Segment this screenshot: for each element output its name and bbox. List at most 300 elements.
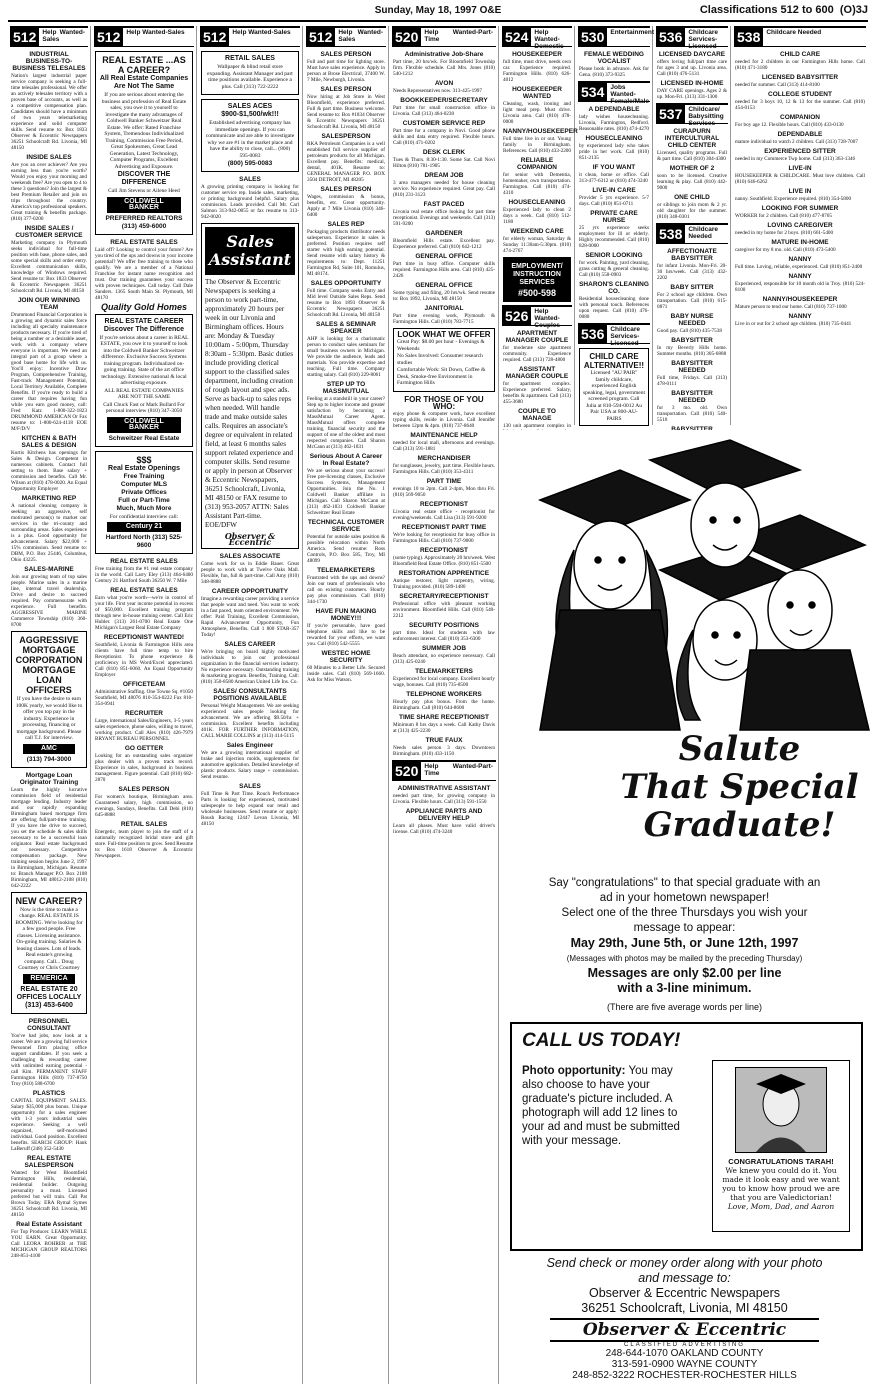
ad-body: Part time, 20 hrs/wk. For Bloomfield Township firm. Flexible schedule. Call Mrs. Jones (810) 540-1212: [393, 59, 495, 77]
ad-body: Looking for an outstanding sales organizer plus dealer with a proven track record. Experience in sales, background in business management. Figure potential. Call (810) 682-2870: [95, 753, 193, 783]
ad-body: A national cleaning company is seeking an aggressive, self motivated person(s) to market our services in the tri-county and surrounding areas. Sales experience is a plus. Good opportunity for advancement. Salary $22,000 + 15% commission. Send resume to: DBM, P.O. Box 25446, Columbus, Ohio 43225.: [11, 503, 87, 563]
ad-body: Feeling at a standstill in your career? Step up to higher income and greater satisfaction by becoming a MassMutual Career Agent. MassMutual offers complete training, financial security and the support of one of the oldest and most respected companies. Call Sharon McCann at (313) 462-1831: [307, 396, 385, 450]
section-number: 524: [502, 28, 531, 46]
section-label: Help Wanted-Couples: [534, 308, 561, 329]
page-header: [8, 4, 868, 22]
section-header: [656, 223, 728, 244]
ad-body: Personal Weight Management. We are seeking experienced sales people looking for advancement. We are offering $9.50/hr. + commission. Excellent benefits including 401K. FOR FURTHER INFORMATION, CALL MARIE COLLINS at (313) 414-5115: [201, 703, 299, 739]
oe-logo: Observer & Eccentric: [550, 1318, 819, 1342]
ad-body: Experienced lady to clean 2 days a week. Call (810) 512-1180: [503, 207, 571, 225]
ad-text: If you have the desire to earn 100K yearly, we would like to offer you top pay in the industry. Experience in processing, financing or mortgage background. Please call T.J. for interview.: [15, 696, 83, 741]
ad-headline: SALES PERSON: [320, 186, 372, 193]
ad-headline: SALES PERSON: [320, 51, 372, 58]
ad-body: Imagine a rewarding career providing a service that people want and need. You want to work in a fast paced, team oriented environment. We offer: Paid Training, Excellent Commission, Rapid Advancement Opportunity, Fun Atmosphere, Benefits. Call 1 800 STAR-357 Today!: [201, 596, 299, 638]
ad-body: full time, must drive, needs own car. Experience required. Farmington Hills. (810) 626-4012: [503, 59, 571, 83]
company-logo: COLDWELL BANKER: [107, 197, 181, 213]
ad-body: Minimum 8 hrs days a week. Call Kathy Davis at (313) 425-2230: [393, 721, 495, 734]
ad-body: Laid off? Looking to control your future? Are you tired of the ups and downs in your income potential? We offer free training to those who qualify. We are a member of a National Franchise for instant name recognition and trust. Our training guarantees your success with proven techniques. Call today. Call Dale Sanders. 1365 South Main St. Plymouth, MI 48170: [95, 246, 193, 301]
ad-body: We're looking for receptionist for busy office in Farmington Hills. Call (810) 737-9000: [393, 531, 495, 544]
ad-headline: DREAM JOB: [424, 172, 464, 179]
ad-body: Free training from the #1 real estate company in the world. Call Larry Eley (313) 464-6400 Century 21 Hartford South 36250 W. 7 Mile: [95, 566, 193, 584]
company-logo: Observer & Eccentric: [224, 531, 276, 547]
ad-headline: ASSISTANT MANAGER COUPLE: [505, 366, 569, 380]
ad-footer: (313) 794-3000: [26, 755, 72, 763]
ad-headline: SALES & SEMINAR SPEAKER: [316, 321, 376, 335]
section-label: Childcare/ Babysitting Services: [688, 106, 724, 127]
ad-headline: RELIABLE COMPANION: [517, 157, 557, 171]
ad-headline: WESTEC HOME SECURITY: [321, 650, 371, 664]
ad-body: Please book in advance. Ask for Gena. (810) 373-9325: [579, 66, 649, 78]
ad-headline: TELEPHONE WORKERS: [406, 690, 482, 698]
employment-instruction-box: [503, 257, 571, 302]
ad-text: Call Jim Stevens or Ailene Heed: [108, 188, 180, 194]
section-number: 538: [734, 28, 763, 46]
ad-body: Needs sales person 3 days. Downtown Birmingham. (810) 433-1150: [393, 744, 495, 757]
run-dates: May 29th, June 5th, or June 12th, 1997: [570, 936, 799, 950]
ad-body: needed in my home for 2 boys. (810) 661-5400: [735, 230, 834, 236]
ad-body: Needs Representatives now. 313-425-1997: [393, 88, 482, 94]
ad-headline: PERSONNEL CONSULTANT: [27, 1017, 71, 1032]
discover-difference-ad: [95, 314, 193, 447]
ad-body: needed for 3 boys 10, 12 & 13 for the summer. Call (810) 454-0153: [735, 99, 865, 111]
ad-headline: FOR THOSE OF YOU WHO:: [404, 394, 484, 411]
ad-body: Full time, Fridays. Call (313) 478-0111: [657, 375, 727, 387]
ad-headline: SUMMER JOB: [421, 644, 467, 652]
ad-body: needed for local mall, afternoons and evenings. Call (313) 591-1881: [393, 439, 495, 452]
ad-headline: SALES/ CONSULTANTS POSITIONS AVAILABLE: [213, 688, 287, 702]
ad-body: evenings 10 to 2pm. Call 2-4pm, Mon thru Fri. (810) 569-9050: [393, 485, 495, 498]
column-9: [732, 26, 868, 425]
ad-body: Professional office with pleasant working environment. Bloomfield Hills. Call (810) 540-2212: [393, 600, 495, 619]
section-header: [10, 26, 88, 47]
section-label: Entertainment: [610, 29, 655, 36]
section-number: 538: [656, 225, 685, 243]
ad-headline: BABYSITTER NEEDED: [671, 360, 713, 374]
ad-headline: SALES-MARINE: [24, 566, 74, 573]
ad-body: Full time. Company seeks Entry and Mid level Outside Sales Reps. Send resume to Box 1893 Observer & Eccentric Newspapers 36251 Schoolcraft Rd. Livonia, MI 48150: [307, 288, 385, 318]
sample-ad: CONGRATULATIONS TARAH! We knew you could do it. You made it look easy and we want you to know how proud we are that you are Valedictorian! Love, Mom, Dad, and Aaron: [712, 1060, 850, 1232]
ad-headline: REAL ESTATE SALESPERSON: [24, 1154, 74, 1169]
ad-headline: NANNY: [788, 256, 812, 263]
ad-body: Wages, commission & bonus, benefits, etc. Great opportunity. Apply at 7 Mile Livonia (810) 346-6400: [307, 194, 385, 218]
ad-body: Experienced, responsible for 10 month old in Troy. (810) 524-8100: [735, 281, 865, 293]
section-header: [200, 26, 300, 47]
ad-body: HOUSEKEEPER & CHILDCARE. Must love children. Call (810) 646-6262: [735, 173, 865, 185]
ad-headline: COUPLE TO MANAGE: [518, 408, 556, 422]
ad-body: needed for summer. Call (313) 414-8100: [735, 82, 820, 88]
ad-body: For 2 school age children. Own transportation. Call (810) 615-0871: [657, 292, 727, 310]
ad-headline: LOVING CAREGIVER: [767, 222, 833, 229]
ad-body: 130 unit apartment complex in: [503, 423, 571, 429]
ad-body: (some typing). Approximately 20 hrs/week. West Bloomfield Real Estate Office. (810) 851-5500: [393, 554, 495, 567]
ad-footer: (800) 595-0083: [227, 160, 273, 167]
ad-body: nanny. Southfield. Experience required. (810) 354-5800: [735, 196, 852, 202]
column-2: [92, 26, 197, 1384]
ad-body: for elderly woman, Saturday & Sunday 11:30am-5:30pm. (810) 474-2767: [503, 236, 571, 254]
ad-headline: INSIDE SALES: [26, 154, 72, 161]
ad-headline: APARTMENT MANAGER COUPLE: [505, 330, 569, 344]
ad-body: Licensed, quality programs. Full & part time. Call (810) 304-4300: [657, 150, 727, 162]
ad-body: Wanted for West Bloomfield Farmington Hills, residential, residential builder. Outgoing personality a must. Licensed preferred but will train. Call Pat Brown Today. ERA Rymal Symes 36251 Schoolcraft Rd. Livonia, MI 48150: [11, 1169, 87, 1218]
ad-headline: SALES: [239, 783, 261, 790]
ad-body: 25 yrs experience seeks employment for ill or elderly. Highly recommended. Call (810) 828-0000: [579, 225, 649, 249]
ad-body: Now hiring at Job Store in West Bloomfield, experience preferred. Full & part time. Business welcome. Send resume to: Box #1834 Observer & Eccentric Newspapers 36251 Schoolcraft Rd. Livonia, MI 48150: [307, 94, 385, 130]
section-label: Childcare Needed: [688, 226, 718, 240]
ad-headline: PRIVATE CARE NURSE: [590, 210, 638, 224]
ad-body: Come work for us in Eddie Bauer. Great people to work with at Twelve Oaks Mall. Flexible, fun, full & part-time. Call Amy (810) 348-8888: [201, 561, 299, 585]
ad-body: A growing printing company is looking for customer service rep. Inside sales, marketing, or printing background helpful. Salary plus commission. Leads provided. Call Mr. Carl Salmon 313-942-0055 or fax resume to 313-942-0020: [201, 184, 299, 220]
ad-body: Residential housecleaning done with personal touch. References upon request. Call (810) 476-0080: [579, 296, 649, 320]
ad-body: or siblings to join mom & 2 yr. old daughter for the summer. (810) 348-0301: [657, 202, 727, 220]
ad-headline: PART TIME: [426, 477, 462, 485]
look-what-we-offer-ad: [393, 328, 495, 392]
ad-subtitle: Discover The Difference: [103, 325, 185, 333]
ad-subtitle: $900-$1,500/wk!!!: [221, 111, 279, 118]
ad-headline: KITCHEN & BATH SALES & DESIGN: [21, 435, 77, 449]
ad-text: Wallpaper & blind retail store expanding. Assistant Manager and part time positions available. Experience a plus. Call (313) 722-2222: [207, 64, 293, 90]
section-header: [578, 323, 650, 347]
ad-body: Nation's largest industrial paper service company is seeking a full-time telesales professional. We offer an actively telesales territory with a proven base of accounts, as well as a competitive compensation plan. Candidates should have a minimum of two years telemarketing experience and solid computer skills. Send resume to: Box 1833 Observer & Eccentric Newspapers 36251 Schoolcraft Rd. Livonia, MI 48150: [11, 73, 87, 151]
ad-body: enjoy phone & computer work, have excellent typing skills, reside in Livonia. Call Jennifer between 12pm & 4pm. (810) 737-8640: [393, 410, 495, 429]
ad-headline: HOUSEKEEPER: [512, 51, 562, 58]
ad-body: Marketing company in Plymouth seeks individual for full-time position with base, phone sales, and some special skills and order entry. Excellent communication skills, knowledge of Windows required. Send resume to: Box 1833 Observer & Eccentric Newspapers 36251 Schoolcraft Rd. Livonia, MI 48150: [11, 240, 87, 294]
ad-headline: MOTHER OF 2: [669, 165, 715, 172]
ad-headline: REAL ESTATE SALES: [110, 238, 178, 246]
ad-headline: LIVE IN: [788, 188, 812, 195]
ad-body: For Top Producer. LEARN WHILE YOU EARN. Great Opportunity. Call LEORA BOHRER at THE MICHIGAN GROUP REALTORS 248-851-4100: [11, 1228, 87, 1259]
ad-headline: RECEPTIONIST: [419, 546, 469, 554]
ad-headline: MERCHANDISER: [417, 454, 471, 462]
ad-list-item: Great Pay: $8.00 per hour - Evenings & Weekends: [397, 339, 485, 352]
ad-body: If you're personable, have good telephone skills and like to be rewarded for your efforts, we want you. Call (810) 542-5555: [307, 623, 385, 647]
ad-body: Provider 5 yrs experience. 5-7 days. Call (810) 851-0711: [579, 195, 649, 207]
ad-headline: INSIDE SALES / CUSTOMER SERVICE: [15, 225, 83, 239]
ad-body: for apartment complex. Experience preferred. Salary, benefits & apartment. Call (313) 455-3680: [503, 381, 571, 405]
ad-body: Part time for small construction office in Livonia. Call (313) 464-0230: [393, 105, 495, 117]
ad-headline: BABY NURSE NEEDED: [670, 313, 714, 327]
section-number: 526: [502, 307, 531, 325]
ad-body: mature individual to watch 2 children. Call (313) 728-7007: [735, 139, 858, 145]
ad-body: caregiver for my 8 mo. old. Call (810) 473-5400: [735, 247, 836, 253]
ad-headline: TELEMARKETERS: [415, 667, 473, 675]
ad-list-item: Much, Much More: [116, 504, 172, 512]
ad-body: Part time for a company in Novi. Good phone skills and data entry required. Flexible hours. Call (810) 471-0202: [393, 128, 495, 146]
ad-body: lady wishes housecleaning. Livonia, Farmington, Redford. Reasonable rates. (810) 474-4270: [579, 114, 650, 132]
section-number: 537: [656, 105, 685, 123]
call-us-title: CALL US TODAY!: [522, 1030, 681, 1051]
ad-body: 3 area managers needed for house cleaning service. No experience required. Great pay. Call (810) 231-3123: [393, 180, 495, 198]
ad-body: Large, international Sales/Engineers, 3-5 years sales experience, phone sales, willing to travel, working product. Call Alex (810) 426-7979 BRYANT BUREAU PERSONNEL: [95, 718, 193, 742]
ad-headline: CUSTOMER SERVICE REP: [402, 120, 486, 127]
ad-body: part time. Ideal for students with law enforcement interest. Call (810) 353-6300: [393, 629, 495, 642]
ad-headline: SALES OPPORTUNITY: [310, 280, 382, 287]
ad-subtitle: DISCOVER THE DIFFERENCE: [117, 171, 171, 186]
ad-headline: JANITORIAL: [424, 305, 464, 312]
section-number: 530: [578, 28, 607, 46]
section-number: 520: [392, 762, 421, 780]
classifications-title: Classifications 512 to 600 (O)3J: [699, 4, 868, 16]
ad-text: Call Chuck Fast or Mark Bullard For personal interview (810) 347-3050: [103, 401, 185, 414]
ad-body: The Observer & Eccentric Newspapers is seeking a person to work part-time, approximately 20 hours per week in our Livonia and Birmingham offices. Hours are: Monday & Tuesday 10:00am - 5:00pm, Thursday 8:30am - 5:30pm. Basic duties include providing clerical support to the classified sales department, including creation of rough layout and spec ads. Serve as back-up to sales reps when needed. Will handle trade and make outside sales calls. Requires an associate's degree or equivalent in related field, at least 6 months sales support related experience and computer skills. Send resume or apply in person at Observer & Eccentric Newspapers, 36251 Schoolcraft, Livonia, MI 48150 or FAX resume to (313) 953-2057 ATTN: Sales Assistant Part-time. EOE/DFW: [205, 278, 294, 529]
ad-headline: Sales Engineer: [226, 742, 274, 749]
section-label: Help Wanted-Domestic: [534, 29, 564, 50]
section-number: 520: [392, 28, 421, 46]
section-header: [306, 26, 386, 47]
ad-headline: BABY SITTER: [670, 284, 714, 291]
ad-body: In my Beverly Hills home. Summer months. (810) 305-6888: [657, 345, 727, 357]
ad-headline: LIVE-IN CARE: [592, 187, 636, 194]
ad-headline: FEMALE WEDDING VOCALIST: [584, 51, 644, 65]
ad-body: Antique restorer, light carpentry, wiring. Training provided. (810) 589-1480: [393, 577, 495, 590]
ad-headline: A DEPENDABLE: [588, 106, 640, 113]
ad-body: Kurtis Kitchens has openings for Sales & Design. Competent in numerous cabinets. Contact full setting to them. Base salary + commission and benefits. Call Mr. Wilson at (810) 478-0020. An Equal Opportunity Employer: [11, 450, 87, 492]
company-logo: Quality Gold Homes: [100, 301, 187, 312]
ad-body: Good pay. Call (810) 435-7538: [657, 328, 722, 334]
ad-headline: ADMINISTRATIVE ASSISTANT: [397, 784, 491, 792]
ad-headline: NANNY/HOUSEKEEPER: [503, 128, 578, 135]
ad-body: offers loving full/part time care for ages 3 and up. Livonia area. Call (810) 476-5131: [657, 59, 727, 77]
section-header: [502, 26, 572, 50]
ad-body: You've had jobs, now look at a career. We are a growing full service Personnel firm placing office support candidates. If you seek a challenging & rewarding career with unlimited earning potential - call Kim. PERMANENT STAFF Farmington Hills (810) 737-8750 Troy (810) 588-6700: [11, 1032, 87, 1087]
ad-body: For boy age 12. Flexible hours. Call (810) 433-0130: [735, 122, 844, 128]
ad-body: We're bringing on board highly motivated individuals to join our professional organization in the financial services industry. No experience necessary. Outstanding training & marketing program. Benefits, Training. Call: (810) 350-8580 American United Life Ins. Co.: [201, 649, 299, 685]
company-logo: COLDWELL BANKER: [107, 417, 181, 433]
ad-headline: APPLIANCE PARTS AND DELIVERY HELP: [405, 807, 483, 822]
section-label: Help Wanted-Sales: [232, 29, 291, 36]
oe-footer: Observer & Eccentric CLASSIFIED ADVERTISING 248-644-1070 OAKLAND COUNTY 313-591-0900 WAYNE COUNTY 248-852-3222 ROCHESTER-ROCHESTER HILLS: [500, 1318, 869, 1381]
ad-headline: STEP UP TO MASSMUTUAL: [322, 381, 370, 395]
call-us-box: [510, 1022, 863, 1251]
section-number: 512: [94, 28, 123, 46]
section-label: Childcare Needed: [766, 29, 822, 36]
ad-headline: LICENSED IN-HOME: [660, 80, 724, 87]
mail-info: Send check or money order along with your photo and message to: Observer & Eccentric Newspapers 36251 Schoolcraft, Livonia, MI 48150: [546, 1256, 823, 1315]
ad-headline: DESK CLERK: [422, 149, 466, 156]
ad-headline: SENIOR LOOKING: [585, 252, 643, 259]
section-label: Childcare Services-Licensed: [688, 29, 718, 50]
new-career-ad: [11, 892, 87, 1014]
ad-subtitle: Real Estate Openings: [108, 464, 180, 472]
intro-text: Say "congratulations" to that special graduate with an ad in your hometown newspaper! Select one of the three Thursdays you wish your message to appear: May 29th, June 5th, or June 12th, 1997 (Messages with photos may be mailed by the preceding Thursday) Messages are only $2.00 per line with a 3-line minimum. (There are five average words per line): [500, 876, 869, 1015]
ad-body: Hourly pay plus bonus. From the home. Birmingham. Call (810) 644-8600: [393, 698, 495, 711]
ad-headline: BABYSITTER: [671, 337, 713, 344]
column-6: [500, 26, 578, 429]
ad-body: for sunglasses, jewelry, part time. Flexible hours. Farmington Hills. Call (810) 353-4311: [393, 462, 495, 475]
section-header: [656, 26, 728, 50]
ad-body: WORKER for 2 children. Call (810) 477-8765: [735, 213, 832, 219]
ad-footer: Hartford North (313) 525-9600: [105, 534, 183, 549]
section-label: Help Wanted-Part-Time: [424, 762, 493, 777]
ad-body: Learn all phases. Must have valid driver's license. Call (810) 474-3240: [393, 822, 495, 835]
ad-text: For confidential interview call:: [109, 513, 179, 520]
ad-headline: Administrative Job-Share: [404, 51, 484, 58]
ad-body: Southfield, Livonia & Farmington Hills area clients have full time temp to hire Receptionist. To phone experience & proficiency in MS Word/Excel appreciated. Call (810) 851-6060. An Equal Opportunity Employer: [95, 642, 193, 678]
ad-body: for work. Painting, yard cleaning, grass cutting & general cleaning. Call (810) 558-0903: [579, 260, 649, 278]
ad-headline: OFFICETEAM: [122, 681, 166, 688]
ad-subtitle: REAL ESTATE CAREER: [104, 317, 184, 325]
ad-body: For women's boutique, Birmingham area. Guaranteed salary, high commission, no evenings, Sundays, Benefits. Call Debi (810) 645-8888: [95, 794, 193, 818]
ad-text: If you're serious about a career in REAL ESTATE, you owe it to yourself to look into the Coldwell Banker Schweitzer difference. Exclusive Success Systems training program. Individualized on-going training. State of the art office technology. Extensive national & local advertising exposure.: [99, 334, 189, 386]
ad-headline: TIME SHARE RECEPTIONIST: [399, 713, 489, 721]
ad-body: needed in my Commerce Twp home. Call (313) 363-1346: [735, 156, 856, 162]
ad-body: Potential for outside sales position & possible relocation within North America. Send resume: Ross Controls, P.O. Box 585, Troy, MI 48099: [307, 534, 385, 564]
sales-aces-ad: [201, 99, 299, 172]
ad-headline: RECEPTIONIST: [419, 500, 469, 508]
ad-body: Mature person to tend our home. Call (810) 737-1000: [735, 304, 847, 310]
graduates-illustration: [500, 430, 869, 730]
section-number: 512: [200, 28, 229, 46]
ad-headline: HAVE FUN MAKING MONEY!!!: [315, 608, 377, 622]
ad-headline: REAL ESTATE SALES: [110, 558, 178, 565]
section-number: 534: [578, 83, 607, 101]
section-header: [734, 26, 866, 47]
ad-title: REAL ESTATE ...AS A CAREER?: [102, 55, 186, 75]
company-logo: AMC: [23, 744, 75, 754]
ad-body: needed part time, for growing company in Livonia. Flexible hours. Call (313) 591-1550: [393, 792, 495, 805]
ad-headline: MARKETING REP: [21, 495, 77, 502]
ad-body: needed for 2 children in our Farmington Hills home. Call (810) 471-3180: [735, 59, 865, 71]
ad-headline: RECRUITER: [125, 710, 163, 717]
section-label: Childcare Services-Licensed: [610, 326, 640, 347]
ad-body: Experienced for local company. Excellent hourly wage, bonuses. Call (810) 735-8500: [393, 675, 495, 688]
ad-body: Live in or out for 2 school age children. (810) 735-0441: [735, 321, 852, 327]
century21-ad: [95, 451, 193, 555]
ad-text: Established advertising company has immediate openings. If you can communicate and are able to investigate why we are #1 in the market place and have the ability to close, call... (800) 595-0083: [205, 120, 295, 159]
ad-headline: SHARON'S CLEANING CO.: [579, 281, 649, 295]
ad-headline: EXPERIENCED SITTER: [764, 148, 836, 155]
box-title: EMPLOYMENT/ INSTRUCTION SERVICES: [511, 263, 563, 286]
ad-headline: RECEPTIONIST PART TIME: [401, 523, 487, 531]
ad-headline: AFFECTIONATE BABYSITTER: [667, 248, 717, 262]
ad-headline: LIVE-IN: [788, 165, 812, 172]
section-header: [578, 81, 650, 105]
ad-footer: Schweitzer Real Estate: [108, 434, 180, 442]
ad-headline: TELEMARKETERS: [317, 567, 375, 574]
ad-list-item: Private Offices: [121, 488, 167, 496]
ad-headline: HOUSEKEEPER WANTED: [512, 86, 562, 100]
ad-body: for 3 mo. old. Own transportation. Call (810) 540-5510: [657, 405, 727, 423]
ad-body: We are serious about your success! Free pre-licensing classes, Exclusive Success Systems, Management Opportunities. Join the No. 1 Coldwell Banker affiliate in Michigan. Call Sharon McCann at (313) 462-1831 Coldwell Banker Schweitzer Real Estate: [307, 468, 385, 516]
ad-body: Full time live in or out. Young family in Birmingham. References. Call (810) 433-2200: [503, 136, 571, 154]
column-1: [8, 26, 91, 1384]
ad-body: Energetic, team player to join the staff of a nationally recognized bridal store and gift store. Full-time position to grow. Send Resume to: Box 1618 Observer & Eccentric Newspapers.: [95, 829, 193, 859]
ad-headline: Mortgage Loan Originator Training: [19, 771, 79, 786]
ad-title: NEW CAREER?: [15, 895, 83, 906]
ad-body: for moderate size apartment community. Experience required. Call (313) 728-4800: [503, 345, 571, 363]
ad-body: Beach attendant, no experience necessary. Call (313) 425-0240: [393, 652, 495, 665]
ad-body: Packaging products distributor needs salesperson. Experience in sales is preferred. Position requires self starter with high earning potential. Send resume with salary history & requirements to: Dept. 11251 Farmington Rd, Suite 101, Romulus, MI 48174.: [307, 229, 385, 277]
ad-headline: WEEKEND CARE: [510, 228, 564, 235]
section-label: Help Wanted-Sales: [126, 29, 185, 36]
ad-headline: ONE CHILD: [674, 194, 710, 201]
ad-headline: MATURE IN-HOME: [771, 239, 829, 246]
ad-headline: BABYSITTER NEEDED: [671, 390, 713, 404]
sample-photo: [735, 1067, 827, 1153]
ad-headline: CURAPURN INTERCULTURAL CHILD CENTER: [664, 128, 720, 149]
ad-list-item: Comfortable Work: Sit Down, Coffee & Desk, Smoke-free Environment in Farmington Hills: [397, 367, 486, 386]
ad-subtitle: SALES ACES: [227, 103, 273, 110]
ad-body: Tues & Thurs. 8:30-1:30. Some Sat. Call Novi Hilton (810) 781-1905: [393, 157, 495, 169]
ad-body: Earn what you're worth—we're in control of your life. First year income potential in excess of $50,000. Excellent training program through new in-house training center. Call Eric Hubler. (313) 261-0700 Real Estate One Michigan's Largest Real Estate Company: [95, 595, 193, 631]
ad-headline: SALES: [239, 176, 261, 183]
ad-headline: SALES PERSON: [118, 786, 170, 793]
ad-headline: AVON: [434, 80, 454, 87]
ad-body: RKA Petroleum Companies is a well established full service supplier of petroleum products for all Michigan. Excellent pay. Benefits: medical, dental, 401K. Resume to: GENERAL MANAGER P.O. BOX 3504 DETROIT, MI 48205: [307, 141, 385, 183]
ad-headline: COMPANION: [780, 114, 820, 121]
ad-body: 60 Minutes to a Better Life. Secured inside sales. Call (810) 569-1660. Ask for Miss Watson.: [307, 665, 385, 683]
section-label: Jobs Wanted-Female/Male: [610, 84, 650, 105]
ad-body: Livonia real estate office - receptionist for evening/weekends. Call Lisa (313) 591-9200: [393, 508, 495, 521]
ad-body: Drummond Financial Corporation is a growing and dynamic sales force including all specialty maintenance products necessary. If you're tired of being a number or a desirable asset, work with a company where everyone is important. We need an integral part of a group where a good base home for life with us. You'll enjoy: Incentive Draw Program, Comprehensive Training, Fast-track Management Potential, Local Territory Available, Complete Benefits. If you're ready to build a career that requires having fun while you earn good money, call: Fred Katz 1-800-322-1823 DRUMMOND AMERICAN Or Fax resume to: 1-800-624-4118 EOE M/F/D/V: [11, 312, 87, 432]
ad-headline: NANNY: [788, 313, 812, 320]
section-label: Help Wanted-Sales: [42, 29, 85, 43]
ad-body: Cleaning, wash, ironing and light meal prep. Must drive. Livonia area. Call (810) 478-0000: [503, 101, 571, 125]
ad-body: Livonia real estate office looking for part time receptionist. Evenings and weekends. Call (313) 591-9200: [393, 209, 495, 227]
sales-assistant-ad: [201, 223, 299, 549]
ad-body: Administrative Staffing. One Towne Sq. #1050 Southfield, MI 48076 810-354-0222 Fax 810-354-0941: [95, 689, 193, 707]
ad-text: Now is the time to make a change. REAL ESTATE IS BOOMING. We're looking for a few good people. Free classes. Licensing assistance. On-going training. Salaries & leasing classes. Lots of leads. Real estate's growing company. Call... Doug Courtney or Chris Courtney: [15, 906, 83, 971]
ad-body: Bloomfield Hills estate. Excellent pay. Experience preferred. Call (810) 642-1212: [393, 238, 495, 250]
real-estate-career-ad: [95, 51, 193, 235]
ad-headline: HOUSECLEANING: [508, 199, 566, 206]
ad-body: by experienced lady who takes pride in her work. Call (810) 851-2135: [579, 143, 649, 161]
ad-headline: INDUSTRIAL BUSINESS-TO-BUSINESS TELESALES: [12, 51, 86, 72]
section-header: [578, 26, 655, 47]
ad-body: for senior with Dementia, homemaker, own transportation. Farmington. Call (810) 474-4310: [503, 172, 571, 196]
section-label: Help Wanted-Sales: [338, 29, 383, 43]
ad-headline: JOIN OUR WINNING TEAM: [17, 297, 81, 311]
column-3: [198, 26, 303, 1384]
date-line: Sunday, May 18, 1997 O&E: [374, 5, 502, 16]
ad-body: Some typing and filing, 20 hrs/wk. Send resume to: Box 1892, Livonia, MI 48150: [393, 290, 495, 302]
ad-headline: GENERAL OFFICE: [415, 253, 473, 260]
column-5: [390, 26, 499, 1384]
ad-body: Licensed "AU PAIR" family childcare, experienced English speaking, legal, government screened program. Call Julia at 810-594-0012 Au Pair USA at 800-AU-PAIRS: [583, 370, 646, 422]
ad-headline: GO GETTER: [124, 745, 164, 752]
section-header: [94, 26, 194, 47]
column-8: [654, 26, 731, 425]
ad-headline: SALES ASSOCIATE: [219, 553, 281, 560]
ad-headline: RECEPTIONIST WANTED!: [103, 634, 185, 641]
company-logo: Century 21: [107, 522, 181, 532]
ad-list-item: Free Training: [123, 472, 165, 480]
ad-headline: FAST PACED: [423, 201, 465, 208]
ad-body: for infant Livonia. Mon-Fri. 20-30 hrs/week. Call (313) 432-2202: [657, 263, 727, 281]
ad-headline: SALES CAREER: [224, 641, 276, 648]
ad-headline: SALESPERSON: [321, 133, 371, 140]
ad-body: Part time in busy office. Computer skills required. Farmington Hills area. Call (810) 425-2426: [393, 261, 495, 279]
ad-title: $$$: [136, 454, 152, 465]
ad-headline: NANNY: [788, 273, 812, 280]
ad-footer: PREFERRED REALTORS (313) 459-6000: [105, 214, 183, 230]
ad-body: CAPITAL EQUIPMENT SALES. Salary $35,000 plus bonus. Unique opportunity for a sales engineer with 1-3 years industrial sales experience. Seeking a well organized, self-motivated individual. Good position. Excellent benefits. SEARCH GROUP: Hank LaBeruff (248) 352-5430: [11, 1097, 87, 1152]
ad-headline: LICENSED BABYSITTER: [761, 74, 839, 81]
ad-headline: SECRETARY/RECEPTIONIST: [399, 592, 489, 600]
ad-headline: RETAIL SALES: [120, 821, 168, 828]
graduation-ad: [500, 430, 869, 1382]
ad-headline: CAREER OPPORTUNITY: [211, 588, 289, 595]
ad-body: Full time. Loving, reliable, experienced. Call (810) 851-2400: [735, 264, 863, 270]
section-number: 512: [306, 28, 335, 46]
ad-body: soon to be licensed. Creative learning & play. Call (810) 442-9000: [657, 173, 727, 191]
ad-art-title: Sales Assistant: [205, 227, 295, 275]
ad-body: Are you an over achiever? Are you earning less than you're worth? Would you enjoy your morning and weekends free? Are you open to 4 to these 3 questions? Join the largest & best Premium Retailer and join on trips throughout the country. America's top professional speakers. Great training & benefits package. (810) 377-0200: [11, 162, 87, 222]
ad-headline: Serious About A Career In Real Estate?: [309, 453, 383, 467]
box-range: #500-598: [517, 288, 557, 298]
ad-body: AHP is looking for a charismatic person to conduct sales seminars for small business owners in Michigan. We provide the audience, leads and materials. You provide expertise and teaching. Full time. Company starting salary. Call (810) 229-8061: [307, 336, 385, 378]
section-header: [392, 26, 496, 47]
ad-title: LOOK WHAT WE OFFER: [397, 330, 491, 339]
